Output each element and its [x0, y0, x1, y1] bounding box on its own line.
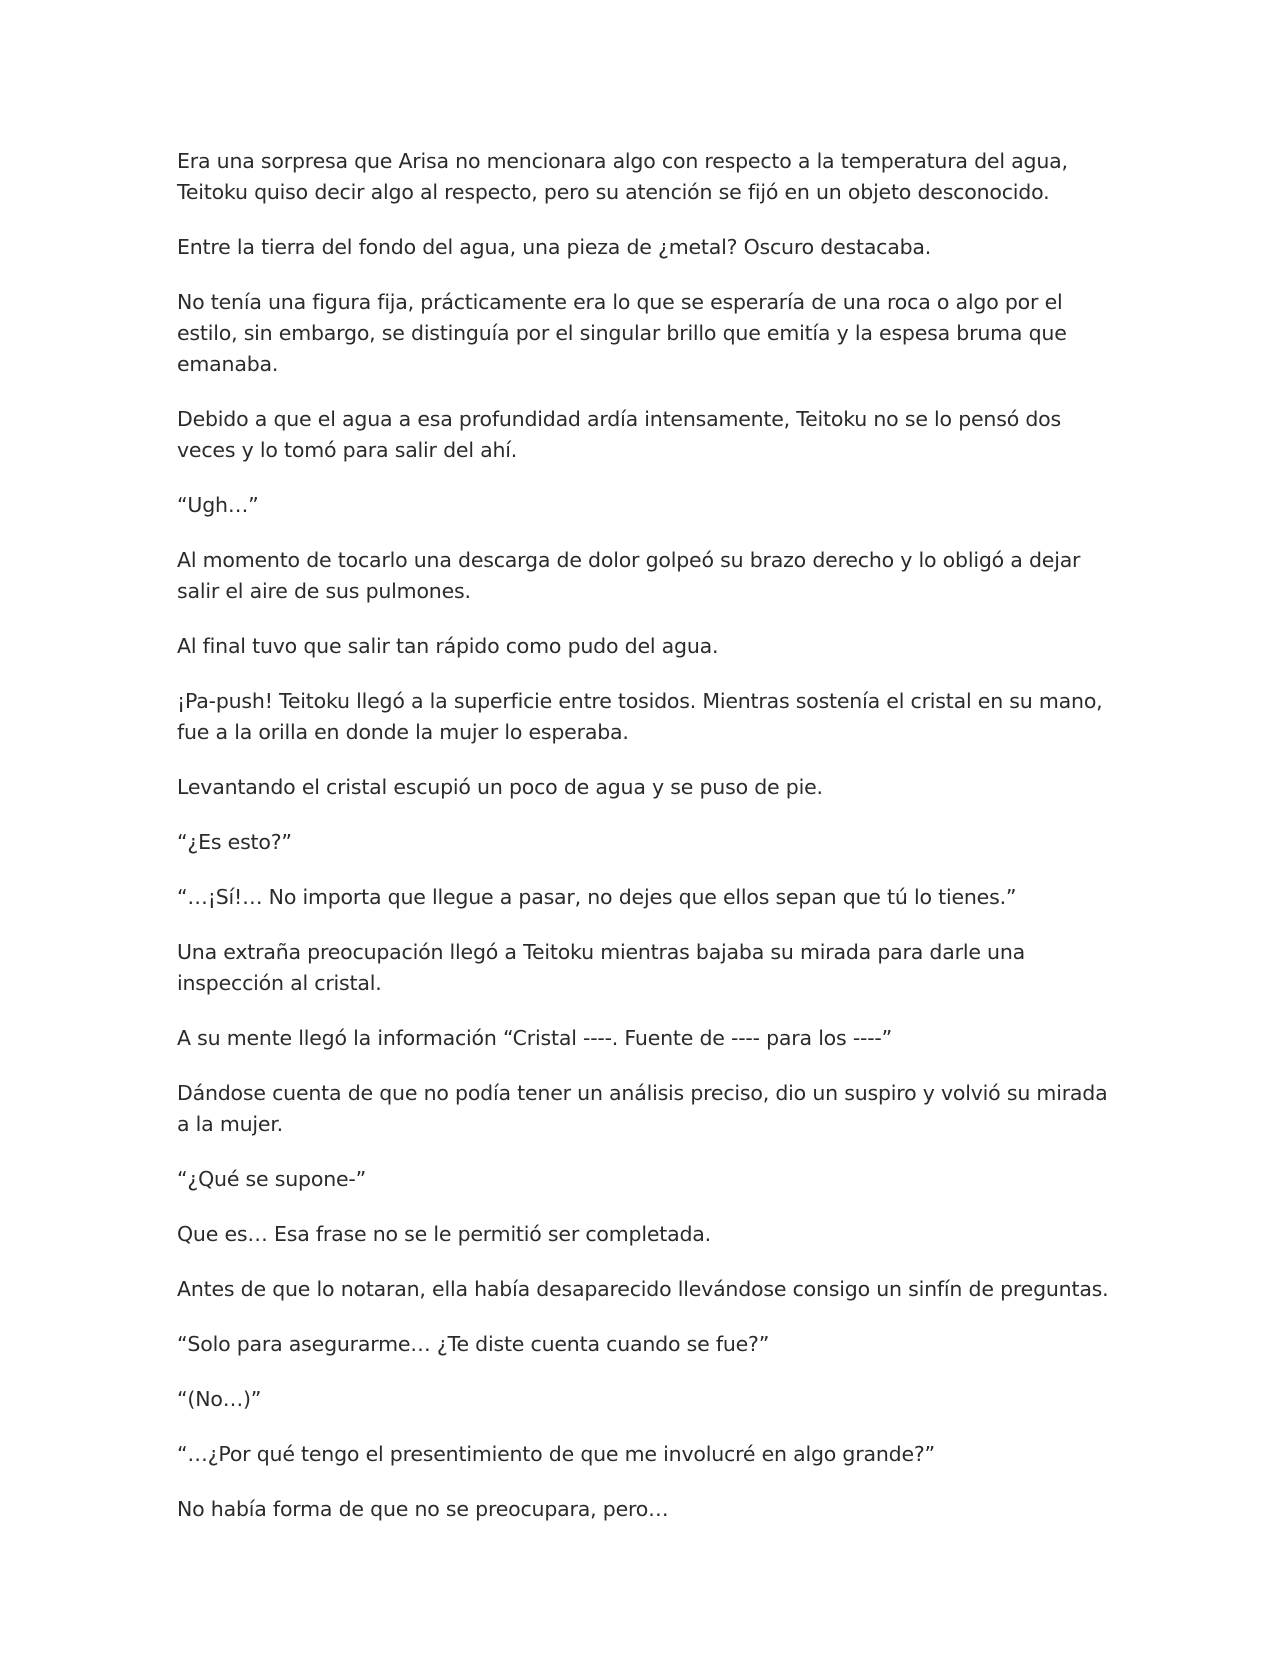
paragraph: ¡Pa-push! Teitoku llegó a la superficie entre tosidos. Mientras sostenía el cristal en su mano, fue a la orilla en donde la mujer lo esperaba.	[177, 689, 1103, 744]
paragraph: Una extraña preocupación llegó a Teitoku mientras bajaba su mirada para darle una inspección al cristal.	[177, 940, 1026, 995]
paragraph: “…¡Sí!… No importa que llegue a pasar, no dejes que ellos sepan que tú lo tienes.”	[177, 885, 1017, 909]
paragraph: “…¿Por qué tengo el presentimiento de que me involucré en algo grande?”	[177, 1442, 935, 1466]
paragraph: “Solo para asegurarme… ¿Te diste cuenta cuando se fue?”	[177, 1332, 770, 1356]
paragraph: No había forma de que no se preocupara, pero…	[177, 1497, 669, 1521]
paragraph: Al final tuvo que salir tan rápido como pudo del agua.	[177, 634, 719, 658]
paragraph: Antes de que lo notaran, ella había desaparecido llevándose consigo un sinfín de preguntas.	[177, 1277, 1109, 1301]
paragraph: Era una sorpresa que Arisa no mencionara algo con respecto a la temperatura del agua, Teitoku quiso decir algo al respecto, pero su atención se fijó en un objeto desconocido.	[177, 149, 1068, 204]
paragraph: “¿Qué se supone-”	[177, 1167, 367, 1191]
paragraph: Que es… Esa frase no se le permitió ser completada.	[177, 1222, 711, 1246]
paragraph: “(No…)”	[177, 1387, 262, 1411]
paragraph: Entre la tierra del fondo del agua, una pieza de ¿metal? Oscuro destacaba.	[177, 235, 932, 259]
document-body	[177, 146, 1112, 1549]
paragraph: Debido a que el agua a esa profundidad ardía intensamente, Teitoku no se lo pensó dos veces y lo tomó para salir del ahí.	[177, 407, 1061, 462]
paragraph: A su mente llegó la información “Cristal ----. Fuente de ---- para los ----”	[177, 1026, 893, 1050]
paragraph: Levantando el cristal escupió un poco de agua y se puso de pie.	[177, 775, 823, 799]
paragraph: Al momento de tocarlo una descarga de dolor golpeó su brazo derecho y lo obligó a dejar salir el aire de sus pulmones.	[177, 548, 1081, 603]
paragraph: Dándose cuenta de que no podía tener un análisis preciso, dio un suspiro y volvió su mirada a la mujer.	[177, 1081, 1108, 1136]
paragraph: “Ugh…”	[177, 493, 259, 517]
paragraph: No tenía una figura fija, prácticamente era lo que se esperaría de una roca o algo por el estilo, sin embargo, se distinguía por el singular brillo que emitía y la espesa bruma que emanaba.	[177, 290, 1067, 376]
paragraph: “¿Es esto?”	[177, 830, 292, 854]
